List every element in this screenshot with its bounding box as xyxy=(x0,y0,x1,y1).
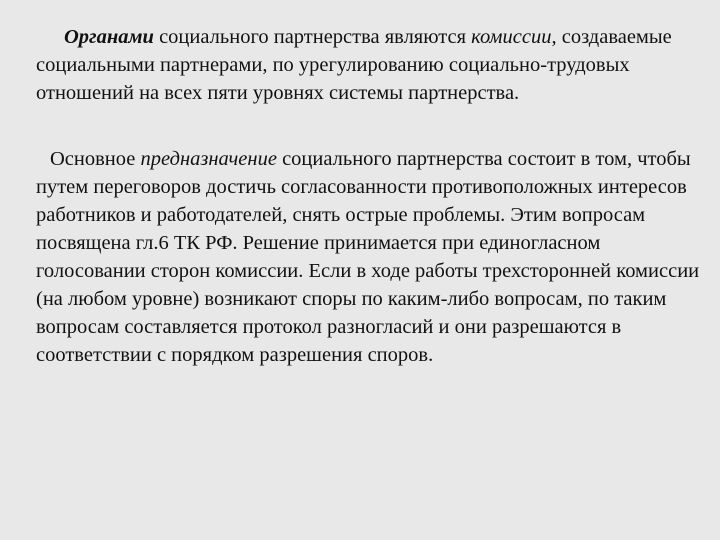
term-commissions: комиссии xyxy=(471,26,552,48)
paragraph2-text-rest: социального партнерства состоит в том, чтобы путем переговоров достичь согласованности противоположных интересов работников и работодателей, снять острые проблемы. Этим вопросам посвящена гл.6 ТК РФ. Решение принимается при единогласном голосовании сторон комиссии. Если в ходе работы трехсторонней комиссии (на любом уровне) возникают споры по каким-либо вопросам, по таким вопросам составляется протокол разногласий и они разрешаются в соответствии с порядком разрешения споров. xyxy=(36,148,700,366)
paragraph1-text-part1: социального партнерства являются xyxy=(153,26,472,48)
paragraph-partnership-purpose xyxy=(36,145,700,369)
paragraph2-text-start: Основное xyxy=(50,148,141,170)
paragraph1-text-part2: , создаваемые социальными партнерами, по урегулированию социально-трудовых отношений на всех пяти уровнях системы партнерства. xyxy=(36,26,672,104)
term-organs: Органами xyxy=(64,26,154,48)
term-purpose: предназначение xyxy=(140,148,277,170)
paragraph-social-partnership-bodies xyxy=(36,23,700,107)
